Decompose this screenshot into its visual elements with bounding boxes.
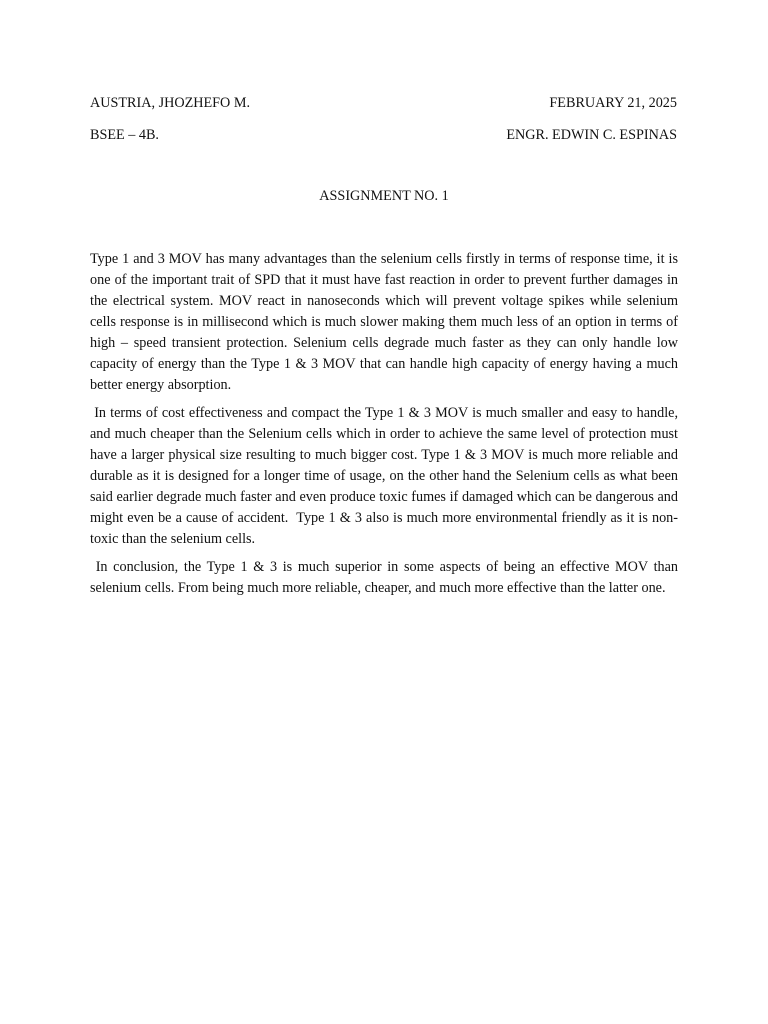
student-name: AUSTRIA, JHOZHEFO M. xyxy=(90,95,251,111)
paragraph-cost-effectiveness: In terms of cost effectiveness and compact the Type 1 & 3 MOV is much smaller and easy to handle, and much cheaper than the Selenium cells which in order to achieve the same level of protection must have a larger physical size resulting to much bigger cost. Type 1 & 3 MOV is much more reliable and durable as it is designed for a longer time of usage, on the other hand the Selenium cells as what been said earlier degrade much faster and even produce toxic fumes if damaged which can be dangerous and might even be a cause of accident. Type 1 & 3 also is much more environmental friendly as it is non-toxic than the selenium cells. xyxy=(90,405,682,547)
paragraph-response-time: Type 1 and 3 MOV has many advantages than the selenium cells firstly in terms of response time, it is one of the important trait of SPD that it must have fast reaction in order to prevent further damages in the electrical system. MOV react in nanoseconds which will prevent voltage spikes while selenium cells response is in millisecond which is much slower making them much less of an option in terms of high – speed transient protection. Selenium cells degrade much faster as they can only handle low capacity of energy than the Type 1 & 3 MOV that can handle high capacity of energy having a much better energy absorption. xyxy=(90,251,678,393)
document-title: ASSIGNMENT NO. 1 xyxy=(319,188,449,204)
paragraph-conclusion: In conclusion, the Type 1 & 3 is much superior in some aspects of being an effective MOV than selenium cells. From being much more reliable, cheaper, and much more effective than the latter one. xyxy=(90,559,682,596)
document-body xyxy=(90,249,682,606)
instructor-name: ENGR. EDWIN C. ESPINAS xyxy=(506,127,677,143)
header-row-top xyxy=(90,94,677,112)
course-section: BSEE – 4B. xyxy=(90,127,159,143)
header-row-bottom xyxy=(90,126,677,144)
submission-date: FEBRUARY 21, 2025 xyxy=(549,95,677,111)
